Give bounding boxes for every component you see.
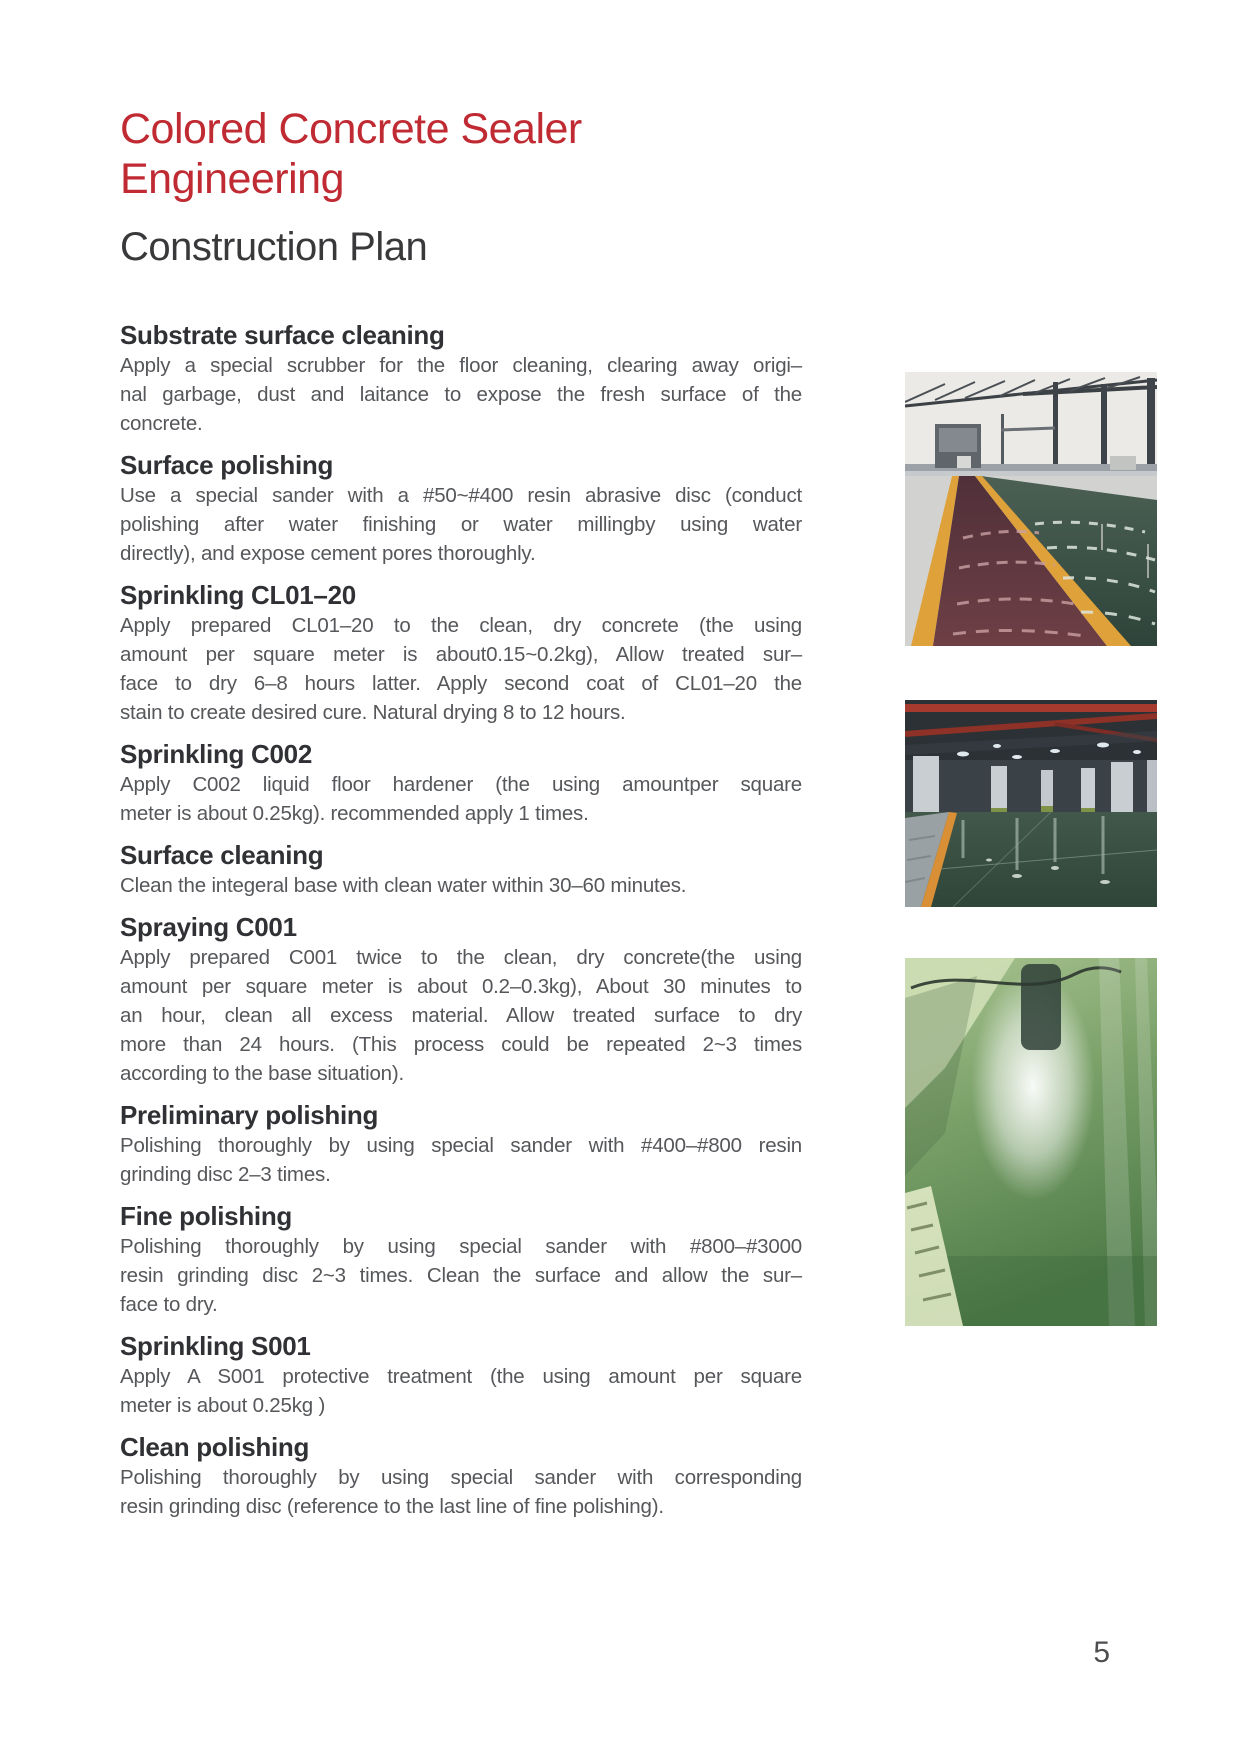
section-heading: Substrate surface cleaning <box>120 320 445 350</box>
section-sprinkling-c002 <box>120 739 802 828</box>
body-line: amount per square meter is about 0.2–0.3kg), About 30 minutes to <box>120 975 802 998</box>
body-line: polishing after water finishing or water millingby using water <box>120 513 802 536</box>
section-heading: Fine polishing <box>120 1201 293 1231</box>
section-preliminary-polishing <box>120 1100 802 1189</box>
body-line: Clean the integeral base with clean water within 30–60 minutes. <box>120 874 687 897</box>
body-line: an hour, clean all excess material. Allow treated surface to dry <box>120 1004 802 1027</box>
body-line: Apply prepared CL01–20 to the clean, dry concrete (the using <box>120 614 802 637</box>
section-body <box>120 1362 802 1420</box>
body-line: face to dry 6–8 hours latter. Apply second coat of CL01–20 the <box>120 672 802 695</box>
body-line: meter is about 0.25kg). recommended apply 1 times. <box>120 802 589 825</box>
section-heading: Sprinkling S001 <box>120 1331 311 1361</box>
section-body <box>120 770 802 828</box>
section-surface-polishing <box>120 450 802 568</box>
section-body <box>120 1232 802 1319</box>
body-line: stain to create desired cure. Natural drying 8 to 12 hours. <box>120 701 626 724</box>
section-clean-polishing <box>120 1432 802 1521</box>
photo-warehouse-floor-coating <box>905 372 1157 646</box>
section-body <box>120 351 802 438</box>
body-line: concrete. <box>120 412 203 435</box>
section-heading: Preliminary polishing <box>120 1100 379 1130</box>
section-heading: Surface polishing <box>120 450 334 480</box>
body-line: Use a special sander with a #50~#400 resin abrasive disc (conduct <box>120 484 802 507</box>
body-line: Apply prepared C001 twice to the clean, dry concrete(the using <box>120 946 802 969</box>
page-number: 5 <box>1093 1636 1110 1669</box>
body-line: according to the base situation). <box>120 1062 404 1085</box>
section-heading: Surface cleaning <box>120 840 324 870</box>
page-title: Colored Concrete Sealer Engineering <box>120 105 582 203</box>
section-fine-polishing <box>120 1201 802 1319</box>
body-line: resin grinding disc (reference to the last line of fine polishing). <box>120 1495 664 1518</box>
section-heading: Sprinkling CL01–20 <box>120 580 356 610</box>
section-body <box>120 943 802 1088</box>
body-line: resin grinding disc 2~3 times. Clean the surface and allow the sur– <box>120 1264 802 1287</box>
page-subtitle: Construction Plan <box>120 225 428 269</box>
section-body <box>120 871 802 900</box>
body-line: Polishing thoroughly by using special sander with #800–#3000 <box>120 1235 802 1258</box>
body-line: directly), and expose cement pores thoroughly. <box>120 542 536 565</box>
body-line: Apply A S001 protective treatment (the using amount per square <box>120 1365 802 1388</box>
body-line: face to dry. <box>120 1293 218 1316</box>
photo-green-polished-floor <box>905 958 1157 1326</box>
body-line: meter is about 0.25kg ) <box>120 1394 326 1417</box>
section-sprinkling-s001 <box>120 1331 802 1420</box>
construction-steps-list <box>120 320 802 1521</box>
body-line: more than 24 hours. (This process could be repeated 2~3 times <box>120 1033 802 1056</box>
section-spraying-c001 <box>120 912 802 1088</box>
body-line: Apply C002 liquid floor hardener (the using amountper square <box>120 773 802 796</box>
section-body <box>120 611 802 727</box>
section-body <box>120 1463 802 1521</box>
body-line: grinding disc 2–3 times. <box>120 1163 331 1186</box>
body-line: amount per square meter is about0.15~0.2kg), Allow treated sur– <box>120 643 802 666</box>
section-heading: Clean polishing <box>120 1432 310 1462</box>
body-line: nal garbage, dust and laitance to expose the fresh surface of the <box>120 383 802 406</box>
photo-parking-garage-floor <box>905 700 1157 907</box>
body-line: Apply a special scrubber for the floor cleaning, clearing away origi– <box>120 354 802 377</box>
section-substrate-surface-cleaning <box>120 320 802 438</box>
photo-garage-illustration <box>905 700 1157 907</box>
section-surface-cleaning <box>120 840 802 900</box>
section-body <box>120 481 802 568</box>
section-body <box>120 1131 802 1189</box>
section-heading: Sprinkling C002 <box>120 739 312 769</box>
body-line: Polishing thoroughly by using special sander with corresponding <box>120 1466 802 1489</box>
photo-green-floor-illustration <box>905 958 1157 1326</box>
section-heading: Spraying C001 <box>120 912 297 942</box>
photo-warehouse-illustration <box>905 372 1157 646</box>
section-sprinkling-cl01-20 <box>120 580 802 727</box>
body-line: Polishing thoroughly by using special sander with #400–#800 resin <box>120 1134 802 1157</box>
text-column <box>120 104 802 1521</box>
